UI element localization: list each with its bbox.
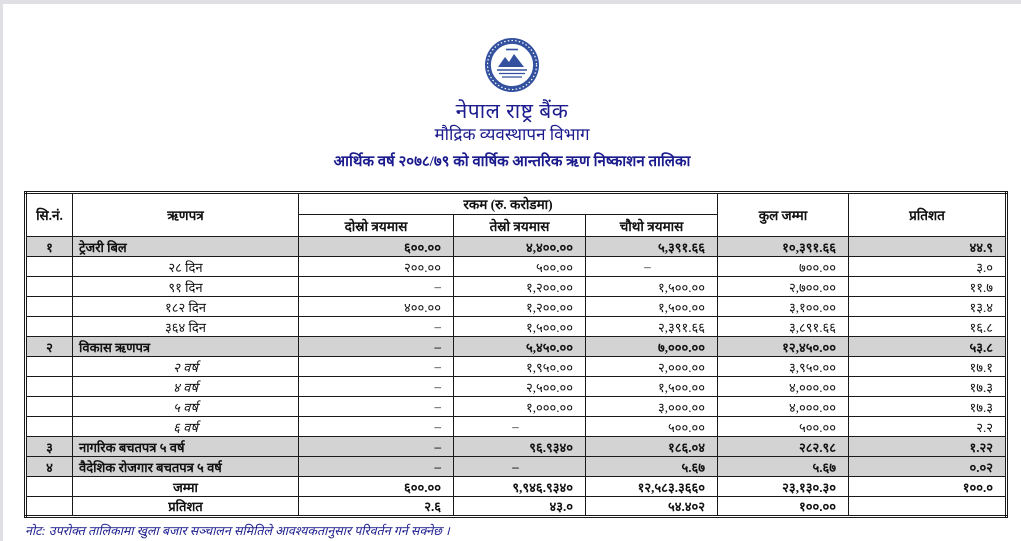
table-row bbox=[26, 317, 1007, 337]
q4-amount-cell: ५.६७ bbox=[586, 457, 718, 477]
report-title: आर्थिक वर्ष २०७८/७९ को वार्षिक आन्तरिक ऋण निष्काशन तालिका bbox=[333, 154, 691, 171]
table-row bbox=[26, 357, 1007, 377]
instrument-cell: ३६४ दिन bbox=[73, 317, 299, 337]
total-amount-cell: ५.६७ bbox=[718, 457, 849, 477]
total-amount-cell: १००.०० bbox=[718, 497, 849, 517]
serial-number-cell bbox=[26, 497, 73, 517]
q4-amount-cell: ३,०००.०० bbox=[586, 397, 718, 417]
q4-amount-cell: १,५००.०० bbox=[586, 377, 718, 397]
total-amount-cell: ३,८९१.६६ bbox=[718, 317, 849, 337]
table-row bbox=[26, 297, 1007, 317]
instrument-cell: ४ वर्ष bbox=[73, 377, 299, 397]
serial-number-cell: ३ bbox=[26, 437, 73, 457]
percent-cell: ११.७ bbox=[849, 277, 1007, 297]
table-row bbox=[26, 417, 1007, 437]
table-header bbox=[26, 193, 1007, 237]
serial-number-cell: २ bbox=[26, 337, 73, 357]
instrument-cell: ६ वर्ष bbox=[73, 417, 299, 437]
debt-issuance-table bbox=[24, 191, 1008, 518]
q2-amount-cell: – bbox=[299, 277, 454, 297]
header-fourth-quarter: चौथो त्रयमास bbox=[586, 215, 718, 237]
instrument-cell: वैदेशिक रोजगार बचतपत्र ५ वर्ष bbox=[73, 457, 299, 477]
q3-amount-cell: ५,४५०.०० bbox=[454, 337, 586, 357]
q4-amount-cell: – bbox=[586, 257, 718, 277]
percent-cell: १३.४ bbox=[849, 297, 1007, 317]
instrument-cell: जम्मा bbox=[73, 477, 299, 497]
table-row bbox=[26, 257, 1007, 277]
q4-amount-cell: १८६.०४ bbox=[586, 437, 718, 457]
serial-number-cell bbox=[26, 297, 73, 317]
q2-amount-cell: – bbox=[299, 437, 454, 457]
percent-cell: १७.३ bbox=[849, 397, 1007, 417]
instrument-cell: २८ दिन bbox=[73, 257, 299, 277]
q4-amount-cell: २,३९१.६६ bbox=[586, 317, 718, 337]
percent-cell: १६.८ bbox=[849, 317, 1007, 337]
table-row bbox=[26, 337, 1007, 357]
q2-amount-cell: ४००.०० bbox=[299, 297, 454, 317]
q2-amount-cell: – bbox=[299, 457, 454, 477]
percent-cell: ४४.९ bbox=[849, 237, 1007, 257]
total-amount-cell: ४,०००.०० bbox=[718, 377, 849, 397]
q3-amount-cell: १,०००.०० bbox=[454, 397, 586, 417]
percent-cell: १७.३ bbox=[849, 377, 1007, 397]
q3-amount-cell: – bbox=[454, 417, 586, 437]
q3-amount-cell: ५००.०० bbox=[454, 257, 586, 277]
q4-amount-cell: १,५००.०० bbox=[586, 277, 718, 297]
header-serial-number: सि.नं. bbox=[26, 193, 73, 237]
percent-cell: ०.०२ bbox=[849, 457, 1007, 477]
table-row bbox=[26, 477, 1007, 497]
instrument-cell: ९१ दिन bbox=[73, 277, 299, 297]
q2-amount-cell: २००.०० bbox=[299, 257, 454, 277]
bank-name: नेपाल राष्ट्र बैंक bbox=[455, 99, 569, 123]
table-body bbox=[26, 237, 1007, 517]
header-instrument: ऋणपत्र bbox=[73, 193, 299, 237]
percent-cell: १७.१ bbox=[849, 357, 1007, 377]
table-row bbox=[26, 237, 1007, 257]
serial-number-cell bbox=[26, 397, 73, 417]
percent-cell: ५३.८ bbox=[849, 337, 1007, 357]
header-second-quarter: दोस्रो त्रयमास bbox=[299, 215, 454, 237]
total-amount-cell: १०,३९१.६६ bbox=[718, 237, 849, 257]
instrument-cell: विकास ऋणपत्र bbox=[73, 337, 299, 357]
serial-number-cell bbox=[26, 277, 73, 297]
q3-amount-cell: ९६.९३४० bbox=[454, 437, 586, 457]
q3-amount-cell: ४,४००.०० bbox=[454, 237, 586, 257]
serial-number-cell: ४ bbox=[26, 457, 73, 477]
q3-amount-cell: १,९५०.०० bbox=[454, 357, 586, 377]
total-amount-cell: २८२.९८ bbox=[718, 437, 849, 457]
q2-amount-cell: २.६ bbox=[299, 497, 454, 517]
total-amount-cell: ३,९५०.०० bbox=[718, 357, 849, 377]
q2-amount-cell: – bbox=[299, 357, 454, 377]
q2-amount-cell: – bbox=[299, 377, 454, 397]
q2-amount-cell: – bbox=[299, 337, 454, 357]
total-amount-cell: २३,१३०.३० bbox=[718, 477, 849, 497]
header-amount-group: रकम (रु. करोडमा) bbox=[299, 193, 718, 215]
instrument-cell: २ वर्ष bbox=[73, 357, 299, 377]
header-percent: प्रतिशत bbox=[849, 193, 1007, 237]
nepal-rastra-bank-seal-icon bbox=[483, 36, 541, 94]
q2-amount-cell: – bbox=[299, 317, 454, 337]
q3-amount-cell: १,२००.०० bbox=[454, 277, 586, 297]
q3-amount-cell: ९,९४६.९३४० bbox=[454, 477, 586, 497]
percent-cell: १.२२ bbox=[849, 437, 1007, 457]
q2-amount-cell: ६००.०० bbox=[299, 477, 454, 497]
q3-amount-cell: १,५००.०० bbox=[454, 317, 586, 337]
table-row bbox=[26, 397, 1007, 417]
q3-amount-cell: – bbox=[454, 457, 586, 477]
table-row bbox=[26, 377, 1007, 397]
percent-cell: १००.० bbox=[849, 477, 1007, 497]
total-amount-cell: १२,४५०.०० bbox=[718, 337, 849, 357]
instrument-cell: १८२ दिन bbox=[73, 297, 299, 317]
q4-amount-cell: ७,०००.०० bbox=[586, 337, 718, 357]
q4-amount-cell: ५००.०० bbox=[586, 417, 718, 437]
instrument-cell: ट्रेजरी बिल bbox=[73, 237, 299, 257]
instrument-cell: नागरिक बचतपत्र ५ वर्ष bbox=[73, 437, 299, 457]
q4-amount-cell: ५,३९१.६६ bbox=[586, 237, 718, 257]
document-header bbox=[3, 4, 1021, 171]
q4-amount-cell: १,५००.०० bbox=[586, 297, 718, 317]
serial-number-cell bbox=[26, 257, 73, 277]
q2-amount-cell: – bbox=[299, 417, 454, 437]
table-row bbox=[26, 457, 1007, 477]
total-amount-cell: २,७००.०० bbox=[718, 277, 849, 297]
table-row bbox=[26, 277, 1007, 297]
serial-number-cell bbox=[26, 317, 73, 337]
q4-amount-cell: २,०००.०० bbox=[586, 357, 718, 377]
department-name: मौद्रिक व्यवस्थापन विभाग bbox=[434, 125, 590, 145]
footnote: नोट: उपरोक्त तालिकामा खुला बजार सञ्चालन समितिले आवश्यकतानुसार परिवर्तन गर्न सक्नेछ । bbox=[25, 524, 450, 538]
percent-cell bbox=[849, 497, 1007, 517]
serial-number-cell: १ bbox=[26, 237, 73, 257]
instrument-cell: प्रतिशत bbox=[73, 497, 299, 517]
total-amount-cell: ३,१००.०० bbox=[718, 297, 849, 317]
serial-number-cell bbox=[26, 377, 73, 397]
total-amount-cell: ५००.०० bbox=[718, 417, 849, 437]
table-row bbox=[26, 497, 1007, 517]
table-row bbox=[26, 437, 1007, 457]
total-amount-cell: ७००.०० bbox=[718, 257, 849, 277]
serial-number-cell bbox=[26, 477, 73, 497]
q2-amount-cell: ६००.०० bbox=[299, 237, 454, 257]
q3-amount-cell: ४३.० bbox=[454, 497, 586, 517]
header-third-quarter: तेस्रो त्रयमास bbox=[454, 215, 586, 237]
header-grand-total: कुल जम्मा bbox=[718, 193, 849, 237]
percent-cell: ३.० bbox=[849, 257, 1007, 277]
q4-amount-cell: ५४.४०२ bbox=[586, 497, 718, 517]
q3-amount-cell: २,५००.०० bbox=[454, 377, 586, 397]
q2-amount-cell: – bbox=[299, 397, 454, 417]
q4-amount-cell: १२,५८३.३६६० bbox=[586, 477, 718, 497]
q3-amount-cell: १,२००.०० bbox=[454, 297, 586, 317]
total-amount-cell: ४,०००.०० bbox=[718, 397, 849, 417]
instrument-cell: ५ वर्ष bbox=[73, 397, 299, 417]
serial-number-cell bbox=[26, 417, 73, 437]
serial-number-cell bbox=[26, 357, 73, 377]
percent-cell: २.२ bbox=[849, 417, 1007, 437]
